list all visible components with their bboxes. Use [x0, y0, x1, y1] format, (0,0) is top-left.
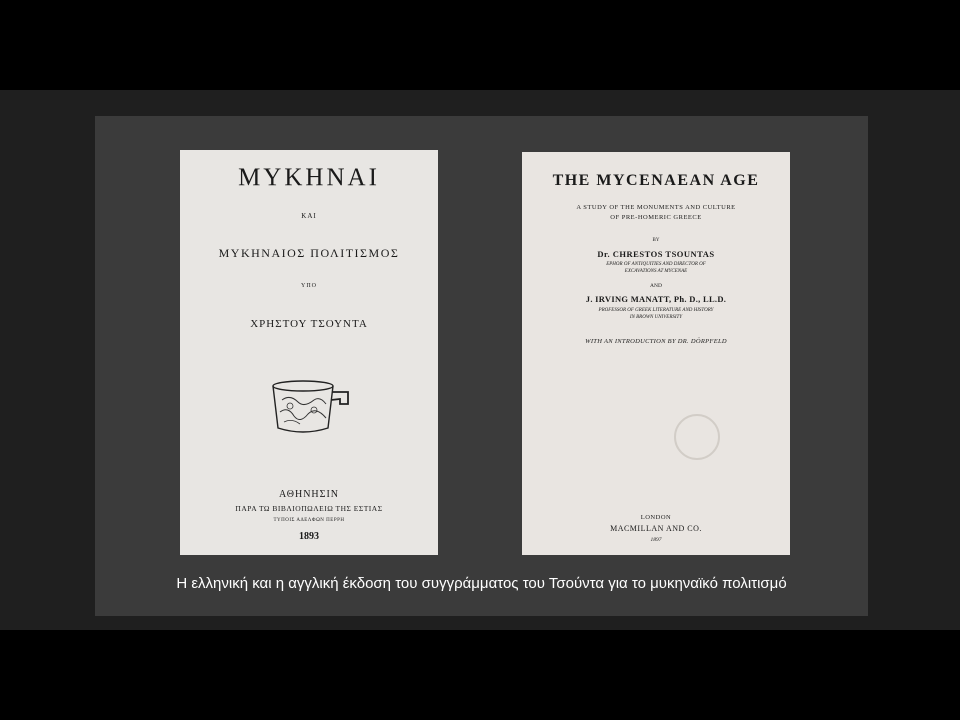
english-book-by: BY	[652, 238, 660, 243]
greek-edition-title-page	[180, 150, 438, 555]
english-book-author2-role-line1: PROFESSOR OF GREEK LITERATURE AND HISTORY	[598, 308, 714, 313]
english-book-author1: Dr. CHRESTOS TSOUNTAS	[597, 249, 715, 259]
greek-book-year: 1893	[299, 531, 319, 542]
english-book-subtitle-line2: OF PRE-HOMERIC GREECE	[610, 214, 702, 221]
slide-caption: Η ελληνική και η αγγλική έκδοση του συγγράμματος του Τσούντα για το μυκηναϊκό πολιτισμό	[176, 575, 787, 592]
greek-book-author: ΧΡΗΣΤΟΥ ΤΣΟΥΝΤΑ	[250, 318, 368, 330]
greek-book-publisher: ΠΑΡΑ ΤΩ ΒΙΒΛΙΟΠΩΛΕΙΩ ΤΗΣ ΕΣΤΙΑΣ	[235, 504, 383, 513]
english-book-author1-role-line2: EXCAVATIONS AT MYCENAE	[624, 269, 688, 274]
english-book-author1-role-line1: EPHOR OF ANTIQUITIES AND DIRECTOR OF	[606, 262, 706, 267]
vapheio-cup-illustration	[270, 378, 352, 436]
greek-book-by: ΥΠΟ	[301, 283, 317, 289]
greek-book-subtitle: ΜΥΚΗΝΑΙΟΣ ΠΟΛΙΤΙΣΜΟΣ	[218, 246, 400, 260]
english-book-year: 1897	[650, 537, 662, 543]
english-book-publisher: MACMILLAN AND CO.	[610, 524, 702, 533]
english-book-subtitle-line1: A STUDY OF THE MONUMENTS AND CULTURE	[576, 204, 736, 211]
english-book-city: LONDON	[640, 514, 672, 521]
english-book-and: AND	[650, 283, 662, 289]
english-book-introduction: WITH AN INTRODUCTION BY DR. DÖRPFELD	[585, 338, 727, 345]
greek-book-city: ΑΘΗΝΗΣΙΝ	[278, 489, 340, 500]
english-book-author2: J. IRVING MANATT, Ph. D., LL.D.	[585, 294, 727, 304]
greek-book-title: ΜΥΚΗΝΑΙ	[238, 164, 380, 191]
greek-book-conjunction: ΚΑΙ	[301, 212, 317, 220]
faint-stamp-mark	[672, 412, 722, 462]
english-book-author2-role-line2: IN BROWN UNIVERSITY	[629, 315, 683, 320]
english-edition-title-page	[522, 152, 790, 555]
greek-book-printer: ΤΥΠΟΙΣ ΑΔΕΛΦΩΝ ΠΕΡΡΗ	[273, 518, 345, 523]
english-book-title: THE MYCENAEAN AGE	[552, 172, 760, 189]
